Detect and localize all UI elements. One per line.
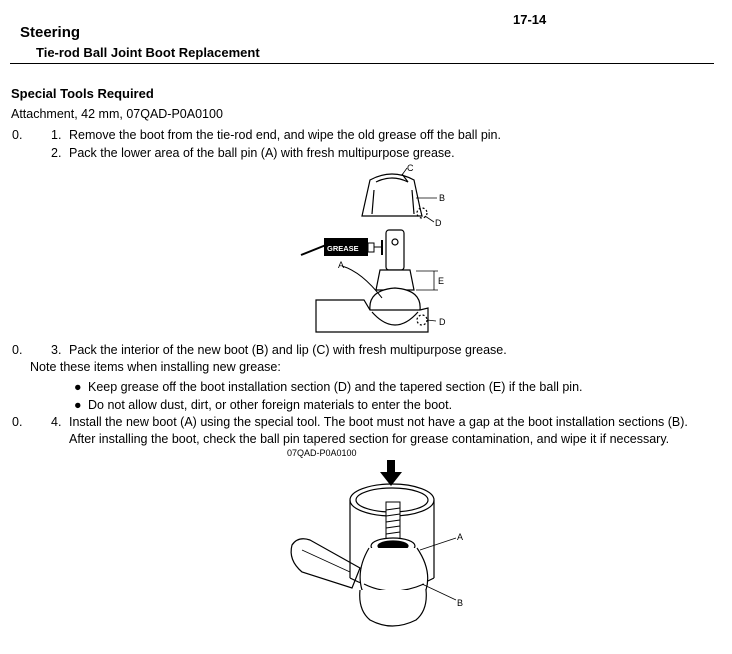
page-title: Steering xyxy=(20,24,81,41)
label-d: D xyxy=(435,218,442,228)
header-divider xyxy=(10,63,714,64)
label-d: D xyxy=(439,317,446,327)
note-bullet: Do not allow dust, dirt, or other foreign materials to enter the boot. xyxy=(88,398,453,412)
step-text: Pack the interior of the new boot (B) and lip (C) with fresh multipurpose grease. xyxy=(69,343,507,357)
label-a: A xyxy=(457,532,464,542)
ball-joint-grease-diagram xyxy=(296,160,456,340)
label-b: B xyxy=(439,193,446,203)
step-marker: 0. xyxy=(12,415,23,429)
page-subtitle: Tie-rod Ball Joint Boot Replacement xyxy=(36,45,260,60)
grease-label: GREASE xyxy=(327,244,359,253)
bullet-dot: ● xyxy=(74,398,82,412)
label-c: C xyxy=(407,163,414,173)
bullet-dot: ● xyxy=(74,380,82,394)
label-a: A xyxy=(338,260,345,270)
step-marker: 0. xyxy=(12,343,23,357)
boot-install-diagram xyxy=(280,460,480,652)
page-number: 17-14 xyxy=(513,12,547,27)
special-tool-item: Attachment, 42 mm, 07QAD-P0A0100 xyxy=(11,107,223,121)
step-text-continued: After installing the boot, check the ball pin tapered section for grease contamination, and wipe it if necessary. xyxy=(69,432,670,446)
step-number: 3. xyxy=(51,343,62,357)
step-text: Install the new boot (A) using the special tool. The boot must not have a gap at the boot installation sections (B). xyxy=(69,415,688,429)
ball-joint-housing xyxy=(360,590,427,626)
step-number: 4. xyxy=(51,415,62,429)
new-boot-illustration xyxy=(360,538,428,599)
note-bullet: Keep grease off the boot installation section (D) and the tapered section (E) if the ball pin. xyxy=(88,380,583,394)
step-number: 2. xyxy=(51,146,62,160)
down-arrow-icon xyxy=(380,460,402,486)
special-tools-heading: Special Tools Required xyxy=(11,86,154,101)
step-number: 1. xyxy=(51,128,62,142)
step-text: Remove the boot from the tie-rod end, and wipe the old grease off the ball pin. xyxy=(69,128,501,142)
step-marker: 0. xyxy=(12,128,23,142)
tool-label: 07QAD-P0A0100 xyxy=(287,448,357,458)
grease-tube-icon xyxy=(301,238,382,256)
label-e: E xyxy=(438,276,445,286)
label-b: B xyxy=(457,598,464,608)
step-text: Pack the lower area of the ball pin (A) with fresh multipurpose grease. xyxy=(69,146,455,160)
boot-illustration xyxy=(362,174,427,218)
note-intro: Note these items when installing new grease: xyxy=(30,360,281,374)
